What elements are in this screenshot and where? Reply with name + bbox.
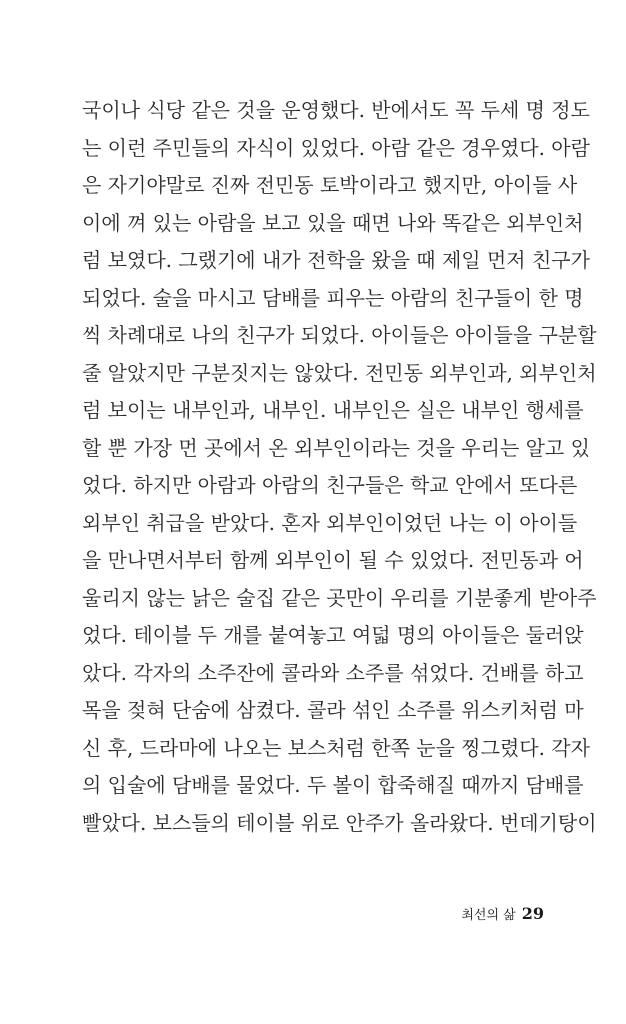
text-line: 았다. 각자의 소주잔에 콜라와 소주를 섞었다. 건배를 하고 xyxy=(82,660,584,685)
text-line: 할 뿐 가장 먼 곳에서 온 외부인이라는 것을 우리는 알고 있 xyxy=(82,435,590,460)
text-line: 의 입술에 담배를 물었다. 두 볼이 합죽해질 때까지 담배를 xyxy=(82,773,584,797)
text-line: 줄 알았지만 구분짓지는 않았다. 전민동 외부인과, 외부인처 xyxy=(82,360,597,385)
text-line: 씩 차례대로 나의 친구가 되었다. 아이들은 아이들을 구분할 xyxy=(82,323,597,347)
text-line: 목을 젖혀 단숨에 삼켰다. 콜라 섞인 소주를 위스키처럼 마 xyxy=(82,698,584,722)
text-line: 되었다. 술을 마시고 담배를 피우는 아람의 친구들이 한 명 xyxy=(82,285,584,310)
body-text xyxy=(82,92,597,842)
text-line: 은 자기야말로 진짜 전민동 토박이라고 했지만, 아이들 사 xyxy=(82,173,578,197)
text-line: 신 후, 드라마에 나오는 보스처럼 한쪽 눈을 찡그렸다. 각자 xyxy=(82,735,590,760)
text-line: 울리지 않는 낡은 술집 같은 곳만이 우리를 기분좋게 받아주 xyxy=(82,585,597,610)
page-footer xyxy=(461,904,544,923)
text-line: 이에 껴 있는 아람을 보고 있을 때면 나와 똑같은 외부인처 xyxy=(82,210,584,235)
text-line: 럼 보이는 내부인과, 내부인. 내부인은 실은 내부인 행세를 xyxy=(82,398,584,422)
text-line: 외부인 취급을 받았다. 혼자 외부인이었던 나는 이 아이들 xyxy=(82,510,578,535)
text-line: 었다. 하지만 아람과 아람의 친구들은 학교 안에서 또다른 xyxy=(82,473,578,497)
text-line: 빨았다. 보스들의 테이블 위로 안주가 올라왔다. 번데기탕이 xyxy=(82,810,597,835)
text-line: 을 만나면서부터 함께 외부인이 될 수 있었다. 전민동과 어 xyxy=(82,548,584,572)
page-number: 29 xyxy=(521,904,544,923)
text-line: 국이나 식당 같은 것을 운영했다. 반에서도 꼭 두세 명 정도 xyxy=(82,98,590,122)
running-title: 최선의 삶 xyxy=(461,908,516,923)
text-line: 었다. 테이블 두 개를 붙여놓고 여덟 명의 아이들은 둘러앉 xyxy=(82,623,584,647)
text-line: 는 이런 주민들의 자식이 있었다. 아람 같은 경우였다. 아람 xyxy=(82,135,590,160)
text-line: 럼 보였다. 그랬기에 내가 전학을 왔을 때 제일 먼저 친구가 xyxy=(82,248,590,272)
